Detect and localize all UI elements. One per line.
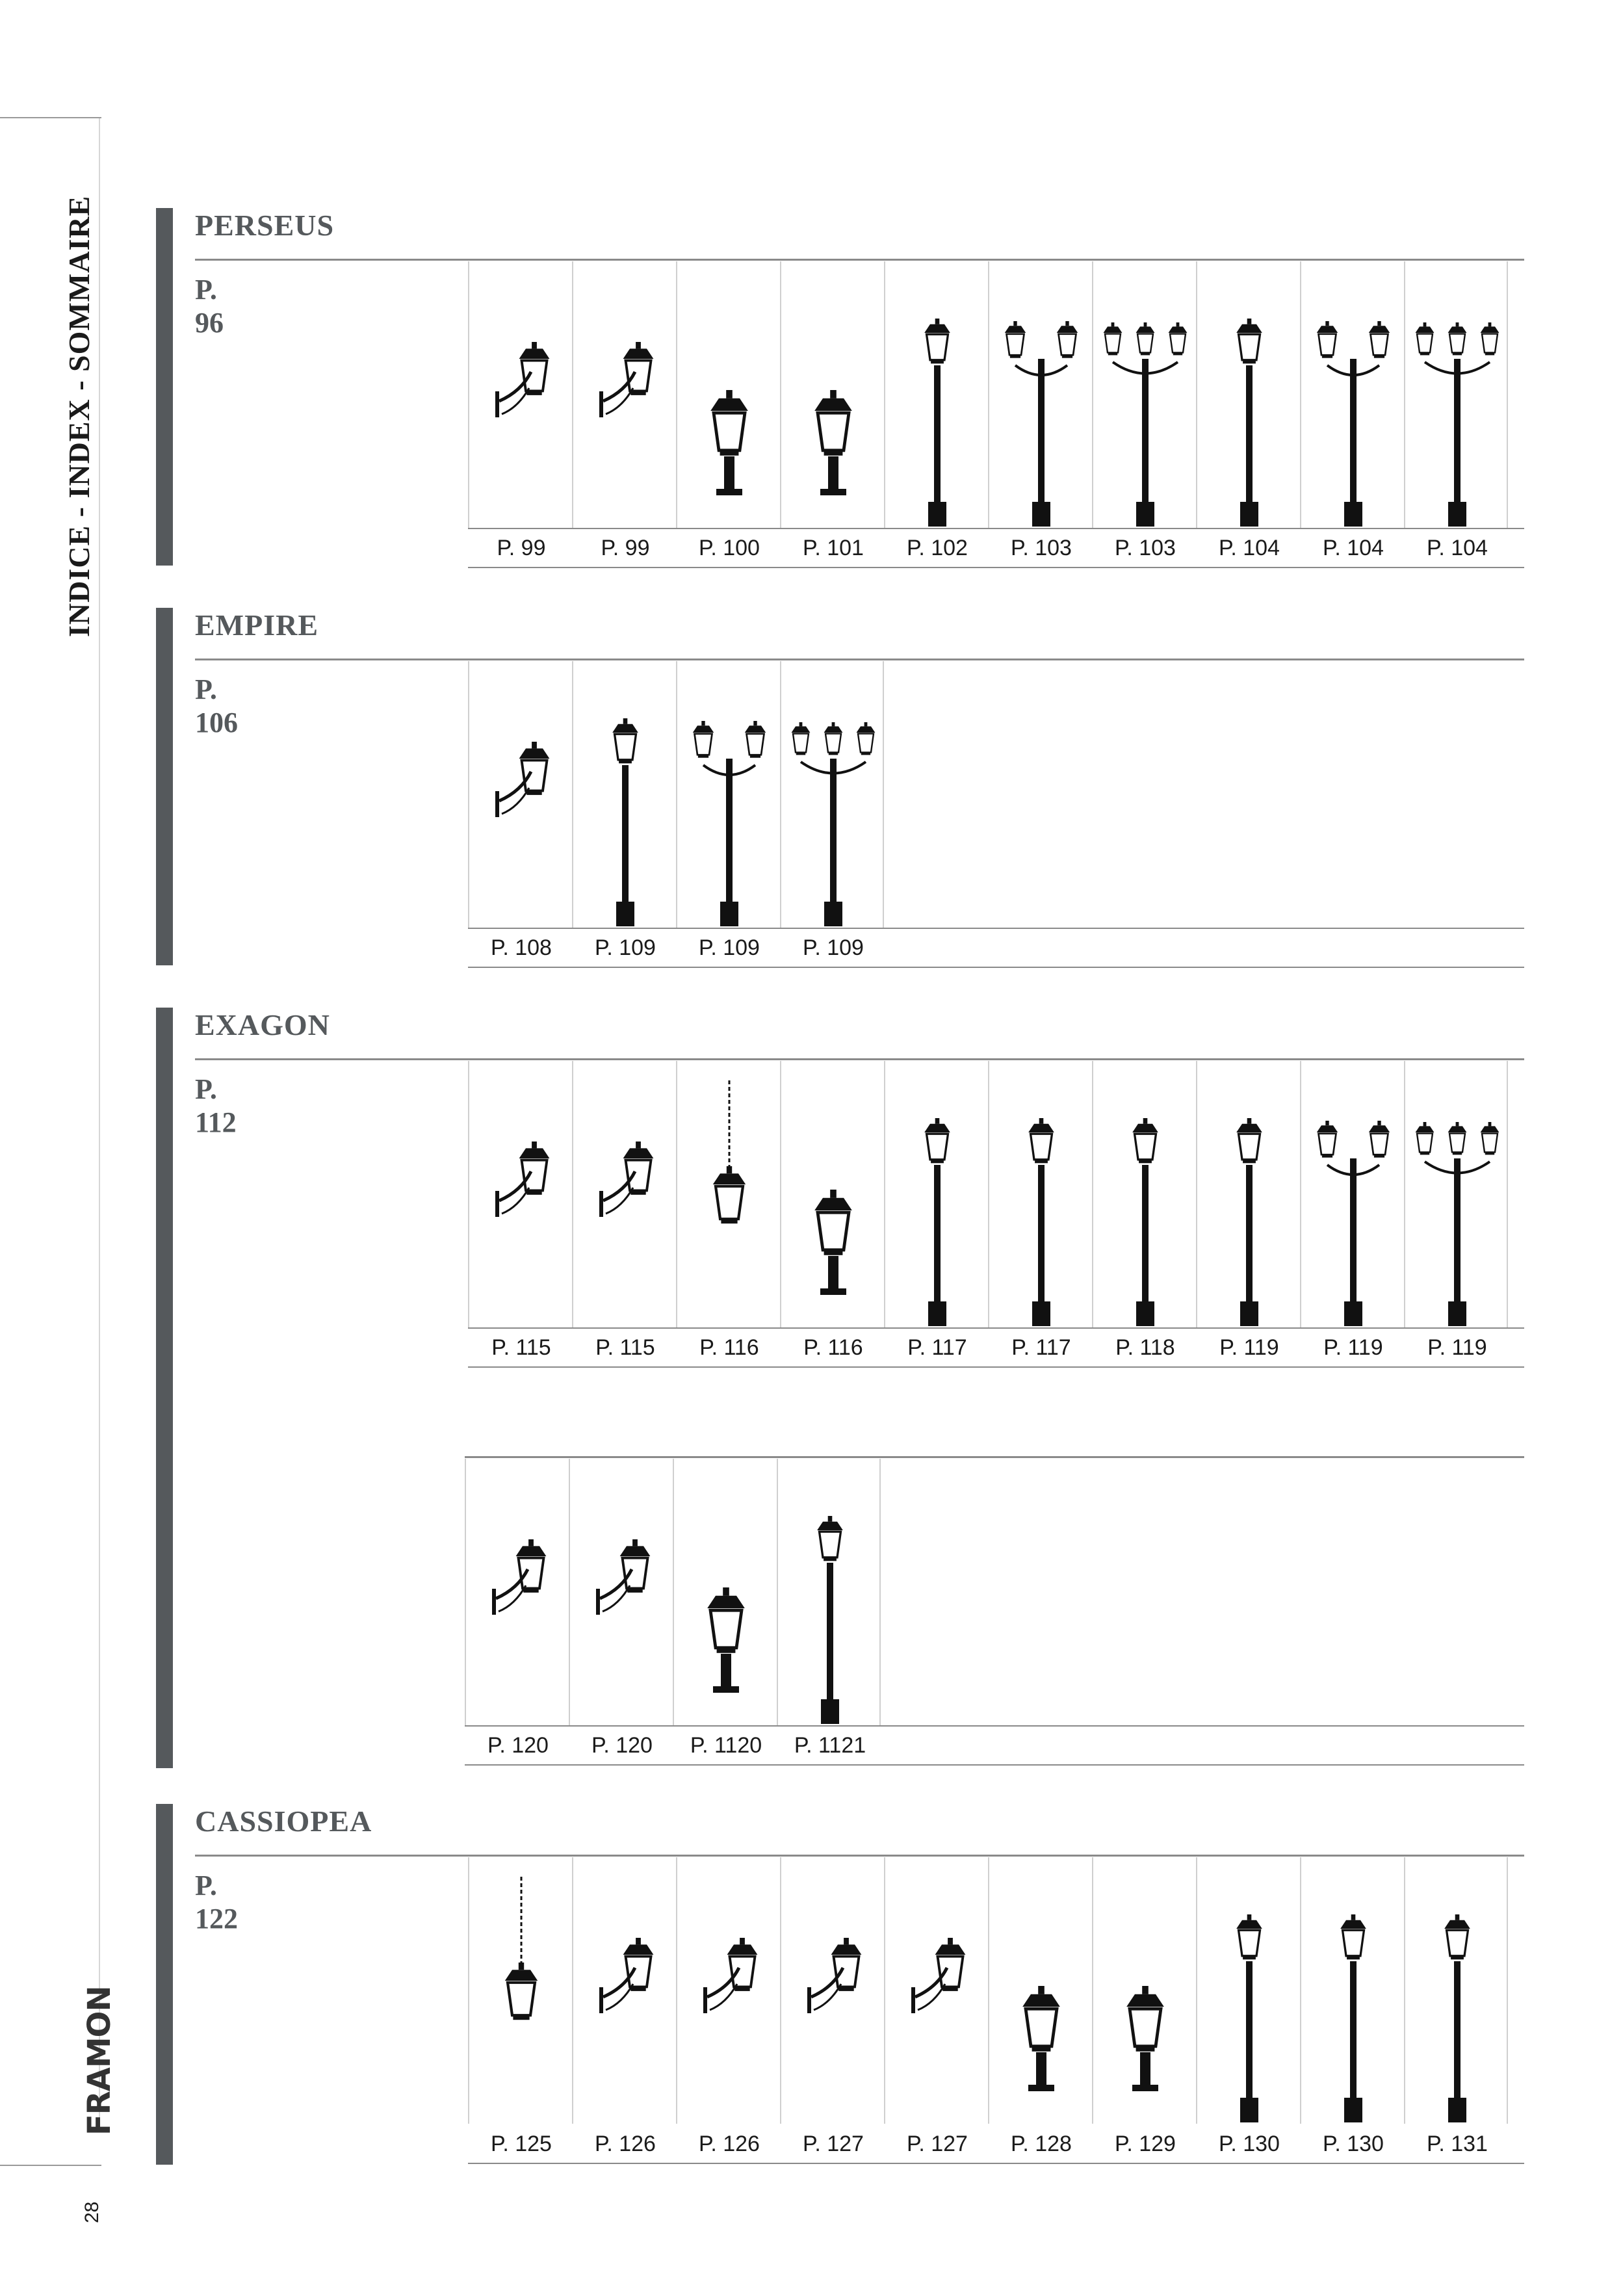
product-cell xyxy=(465,1459,569,1758)
label-rule xyxy=(468,528,1524,529)
product-cell xyxy=(676,661,780,960)
page-reference-label: P. 1120 xyxy=(690,1733,762,1758)
product-cell xyxy=(1300,1061,1404,1360)
section-page-ref: P. 106 xyxy=(195,673,238,738)
product-cell xyxy=(676,1061,780,1360)
product-grid xyxy=(468,661,884,960)
product-grid xyxy=(468,1061,1508,1360)
page-reference-label: P. 117 xyxy=(1011,1335,1071,1360)
product-cell xyxy=(988,1061,1092,1360)
section-page-ref: P. 96 xyxy=(195,274,224,339)
page-reference-label: P. 99 xyxy=(497,536,546,560)
section-bottom-rule xyxy=(465,1764,1524,1766)
product-cell xyxy=(673,1459,777,1758)
page-reference-label: P. 115 xyxy=(491,1335,551,1360)
page-reference-label: P. 104 xyxy=(1323,536,1384,560)
page-reference-label: P. 109 xyxy=(699,935,760,960)
product-cell xyxy=(468,1857,572,2156)
lamp-post-icon xyxy=(1197,1061,1301,1327)
section-rule xyxy=(195,1855,1524,1857)
post-top-lantern-icon xyxy=(674,1459,778,1725)
page-reference-label: P. 103 xyxy=(1011,536,1072,560)
page-reference-label: P. 102 xyxy=(907,536,968,560)
double-lamp-post-icon xyxy=(989,261,1093,528)
page-reference-label: P. 116 xyxy=(803,1335,863,1360)
post-top-lantern-icon xyxy=(781,261,885,528)
lamp-post-icon xyxy=(1405,1857,1509,2124)
page-reference-label: P. 131 xyxy=(1427,2132,1488,2156)
page-reference-label: P. 101 xyxy=(803,536,864,560)
page-reference-label: P. 119 xyxy=(1427,1335,1487,1360)
page-reference-label: P. 104 xyxy=(1427,536,1488,560)
page-reference-label: P. 1121 xyxy=(794,1733,866,1758)
sidebar-divider xyxy=(99,117,100,2132)
product-cell xyxy=(1092,1061,1196,1360)
lamp-post-icon xyxy=(1093,1061,1197,1327)
lamp-post-icon xyxy=(1197,1857,1301,2124)
section-rule xyxy=(195,1058,1524,1060)
page-reference-label: P. 127 xyxy=(907,2132,968,2156)
product-cell xyxy=(569,1459,673,1758)
double-lamp-post-icon xyxy=(1301,261,1405,528)
product-cell xyxy=(468,261,572,560)
page-reference-label: P. 109 xyxy=(595,935,656,960)
page-reference-label: P. 128 xyxy=(1011,2132,1072,2156)
wall-lantern-icon xyxy=(469,661,573,928)
product-grid-2 xyxy=(465,1459,881,1758)
double-lamp-post-icon xyxy=(677,661,781,928)
page-reference-label: P. 103 xyxy=(1115,536,1176,560)
page-reference-label: P. 120 xyxy=(487,1733,549,1758)
wall-lantern-icon xyxy=(885,1857,989,2124)
section-title: EXAGON xyxy=(195,1008,330,1041)
product-cell xyxy=(780,1061,884,1360)
page-reference-label: P. 119 xyxy=(1219,1335,1279,1360)
wall-lantern-icon xyxy=(677,1857,781,2124)
page-reference-label: P. 130 xyxy=(1219,2132,1280,2156)
product-cell xyxy=(1092,1857,1196,2156)
section-bar xyxy=(156,608,173,965)
product-cell xyxy=(1196,261,1300,560)
product-cell xyxy=(1092,261,1196,560)
product-grid xyxy=(468,261,1508,560)
product-cell xyxy=(780,261,884,560)
product-cell xyxy=(884,1061,988,1360)
lamp-post-icon xyxy=(885,1061,989,1327)
page-reference-label: P. 116 xyxy=(699,1335,759,1360)
product-cell xyxy=(1300,261,1404,560)
section-rule xyxy=(195,259,1524,261)
page-reference-label: P. 130 xyxy=(1323,2132,1384,2156)
product-cell xyxy=(1404,261,1508,560)
product-cell xyxy=(780,661,884,960)
section-bar xyxy=(156,208,173,566)
wall-lantern-icon xyxy=(573,1061,677,1327)
label-rule xyxy=(468,1327,1524,1329)
lamp-post-icon xyxy=(1301,1857,1405,2124)
subgroup-rule xyxy=(465,1456,1524,1458)
wall-lantern-icon xyxy=(469,1061,573,1327)
product-cell xyxy=(572,661,676,960)
product-cell xyxy=(572,1061,676,1360)
product-cell xyxy=(676,261,780,560)
post-top-lantern-icon xyxy=(989,1857,1093,2124)
lamp-post-icon xyxy=(885,261,989,528)
section-bottom-rule xyxy=(468,567,1524,568)
page-number: 28 xyxy=(81,2201,103,2223)
product-cell xyxy=(1300,1857,1404,2156)
product-cell xyxy=(777,1459,881,1758)
page-reference-label: P. 118 xyxy=(1115,1335,1175,1360)
pendant-lantern-icon xyxy=(469,1857,573,2124)
product-cell xyxy=(468,661,572,960)
wall-lantern-icon xyxy=(466,1459,570,1725)
double-lamp-post-icon xyxy=(1301,1061,1405,1327)
product-cell xyxy=(780,1857,884,2156)
post-top-lantern-icon xyxy=(677,261,781,528)
product-cell xyxy=(988,1857,1092,2156)
section-title: PERSEUS xyxy=(195,209,335,242)
page-reference-label: P. 129 xyxy=(1115,2132,1176,2156)
wall-lantern-icon xyxy=(469,261,573,528)
section-bar xyxy=(156,1008,173,1768)
triple-lamp-post-icon xyxy=(1405,261,1509,528)
product-cell xyxy=(676,1857,780,2156)
page-reference-label: P. 115 xyxy=(595,1335,655,1360)
page-reference-label: P. 127 xyxy=(803,2132,864,2156)
page-reference-label: P. 126 xyxy=(595,2132,656,2156)
product-cell xyxy=(884,261,988,560)
triple-lamp-post-icon xyxy=(1405,1061,1509,1327)
post-top-lantern-icon xyxy=(781,1061,885,1327)
product-cell xyxy=(1404,1857,1508,2156)
product-grid xyxy=(468,1857,1508,2156)
section-rule xyxy=(195,659,1524,660)
wall-lantern-icon xyxy=(570,1459,674,1725)
lamp-post-icon xyxy=(573,661,677,928)
post-top-lantern-icon xyxy=(1093,1857,1197,2124)
label-rule xyxy=(465,1725,1524,1727)
page-reference-label: P. 120 xyxy=(591,1733,653,1758)
index-title: INDICE - INDEX - SOMMAIRE xyxy=(62,195,96,637)
product-cell xyxy=(1196,1061,1300,1360)
page-reference-label: P. 126 xyxy=(699,2132,760,2156)
product-cell xyxy=(572,261,676,560)
wall-lantern-icon xyxy=(781,1857,885,2124)
wall-lantern-icon xyxy=(573,1857,677,2124)
page-reference-label: P. 99 xyxy=(601,536,650,560)
section-bottom-rule xyxy=(468,2163,1524,2164)
triple-lamp-post-icon xyxy=(1093,261,1197,528)
label-rule xyxy=(468,928,1524,929)
section-title: EMPIRE xyxy=(195,608,318,642)
pendant-lantern-icon xyxy=(677,1061,781,1327)
lamp-post-icon xyxy=(989,1061,1093,1327)
product-cell xyxy=(1196,1857,1300,2156)
section-title: CASSIOPEA xyxy=(195,1805,372,1838)
section-bottom-rule xyxy=(468,967,1524,968)
triple-lamp-post-icon xyxy=(781,661,885,928)
page-reference-label: P. 109 xyxy=(803,935,864,960)
lamp-post-icon xyxy=(1197,261,1301,528)
product-cell xyxy=(572,1857,676,2156)
sidebar-bottom-rule xyxy=(0,2165,101,2166)
page-reference-label: P. 100 xyxy=(699,536,760,560)
section-bottom-rule xyxy=(468,1366,1524,1368)
lamp-post-icon xyxy=(778,1459,882,1725)
product-cell xyxy=(988,261,1092,560)
product-cell xyxy=(1404,1061,1508,1360)
product-cell xyxy=(884,1857,988,2156)
framon-logo: FRAMON xyxy=(81,1986,118,2135)
page-reference-label: P. 104 xyxy=(1219,536,1280,560)
section-bar xyxy=(156,1804,173,2165)
section-page-ref: P. 112 xyxy=(195,1073,237,1138)
wall-lantern-icon xyxy=(573,261,677,528)
product-cell xyxy=(468,1061,572,1360)
section-page-ref: P. 122 xyxy=(195,1870,238,1935)
page-reference-label: P. 125 xyxy=(491,2132,552,2156)
sidebar-top-rule xyxy=(0,117,101,118)
page-reference-label: P. 117 xyxy=(907,1335,967,1360)
page-reference-label: P. 119 xyxy=(1323,1335,1383,1360)
page-reference-label: P. 108 xyxy=(491,935,552,960)
